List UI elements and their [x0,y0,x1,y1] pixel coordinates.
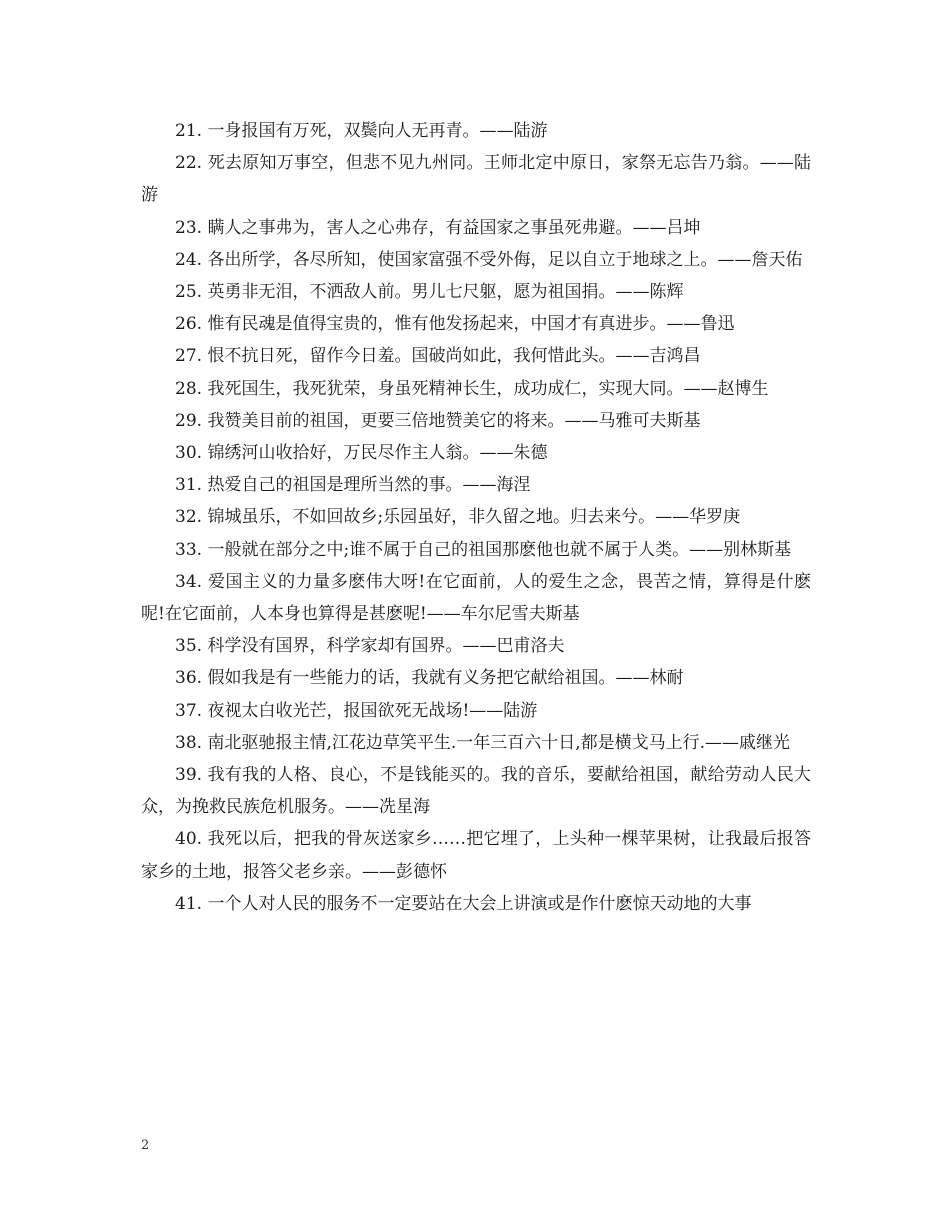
quote-item: 37. 夜视太白收光芒，报国欲死无战场!——陆游 [175,700,538,721]
quote-item: 41. 一个人对人民的服务不一定要站在大会上讲演或是作什麽惊天动地的大事 [175,893,752,914]
quote-item: 40. 我死以后，把我的骨灰送家乡……把它埋了，上头种一棵苹果树，让我最后报答家乡的土地，报答父老乡亲。——彭德怀 [141,829,811,882]
quote-item: 26. 惟有民魂是值得宝贵的，惟有他发扬起来，中国才有真进步。——鲁迅 [175,314,735,335]
quote-item: 33. 一般就在部分之中;谁不属于自己的祖国那麽他也就不属于人类。——别林斯基 [175,539,792,560]
page-number: 2 [141,1138,150,1153]
quote-item: 27. 恨不抗日死，留作今日羞。国破尚如此，我何惜此头。——吉鸿昌 [175,346,701,367]
quote-item: 32. 锦城虽乐，不如回故乡;乐园虽好，非久留之地。归去来兮。——华罗庚 [175,507,741,528]
quote-item: 35. 科学没有国界，科学家却有国界。——巴甫洛夫 [175,636,565,657]
quote-item: 34. 爱国主义的力量多麽伟大呀!在它面前，人的爱生之念，畏苦之情，算得是什麽呢!在它面前，人本身也算得是甚麽呢!——车尔尼雪夫斯基 [141,571,811,625]
quote-item: 30. 锦绣河山收拾好，万民尽作主人翁。——朱德 [175,443,548,464]
quote-item: 31. 热爱自己的祖国是理所当然的事。——海涅 [175,475,531,496]
quote-item: 24. 各出所学，各尽所知，使国家富强不受外侮，足以自立于地球之上。——詹天佑 [175,249,803,270]
quote-item: 28. 我死国生，我死犹荣，身虽死精神长生，成功成仁，实现大同。——赵博生 [175,378,769,399]
quote-item: 36. 假如我是有一些能力的话，我就有义务把它献给祖国。——林耐 [175,668,684,689]
quote-list [141,115,811,920]
quote-item: 38. 南北驱驰报主情,江花边草笑平生.一年三百六十日,都是横戈马上行.——戚继光 [175,732,791,753]
quote-item: 25. 英勇非无泪，不洒敌人前。男儿七尺躯，愿为祖国捐。——陈辉 [175,282,684,303]
quote-item: 39. 我有我的人格、良心，不是钱能买的。我的音乐，要献给祖国，献给劳动人民大众，为挽救民族危机服务。——冼星海 [141,765,811,818]
quote-item: 29. 我赞美目前的祖国，更要三倍地赞美它的将来。——马雅可夫斯基 [175,410,701,431]
quote-item: 23. 瞒人之事弗为，害人之心弗存，有益国家之事虽死弗避。——吕坤 [175,217,701,238]
quote-item: 22. 死去原知万事空，但悲不见九州同。王师北定中原日，家祭无忘告乃翁。——陆游 [141,153,811,206]
quote-item: 21. 一身报国有万死，双鬓向人无再青。——陆游 [175,121,548,141]
